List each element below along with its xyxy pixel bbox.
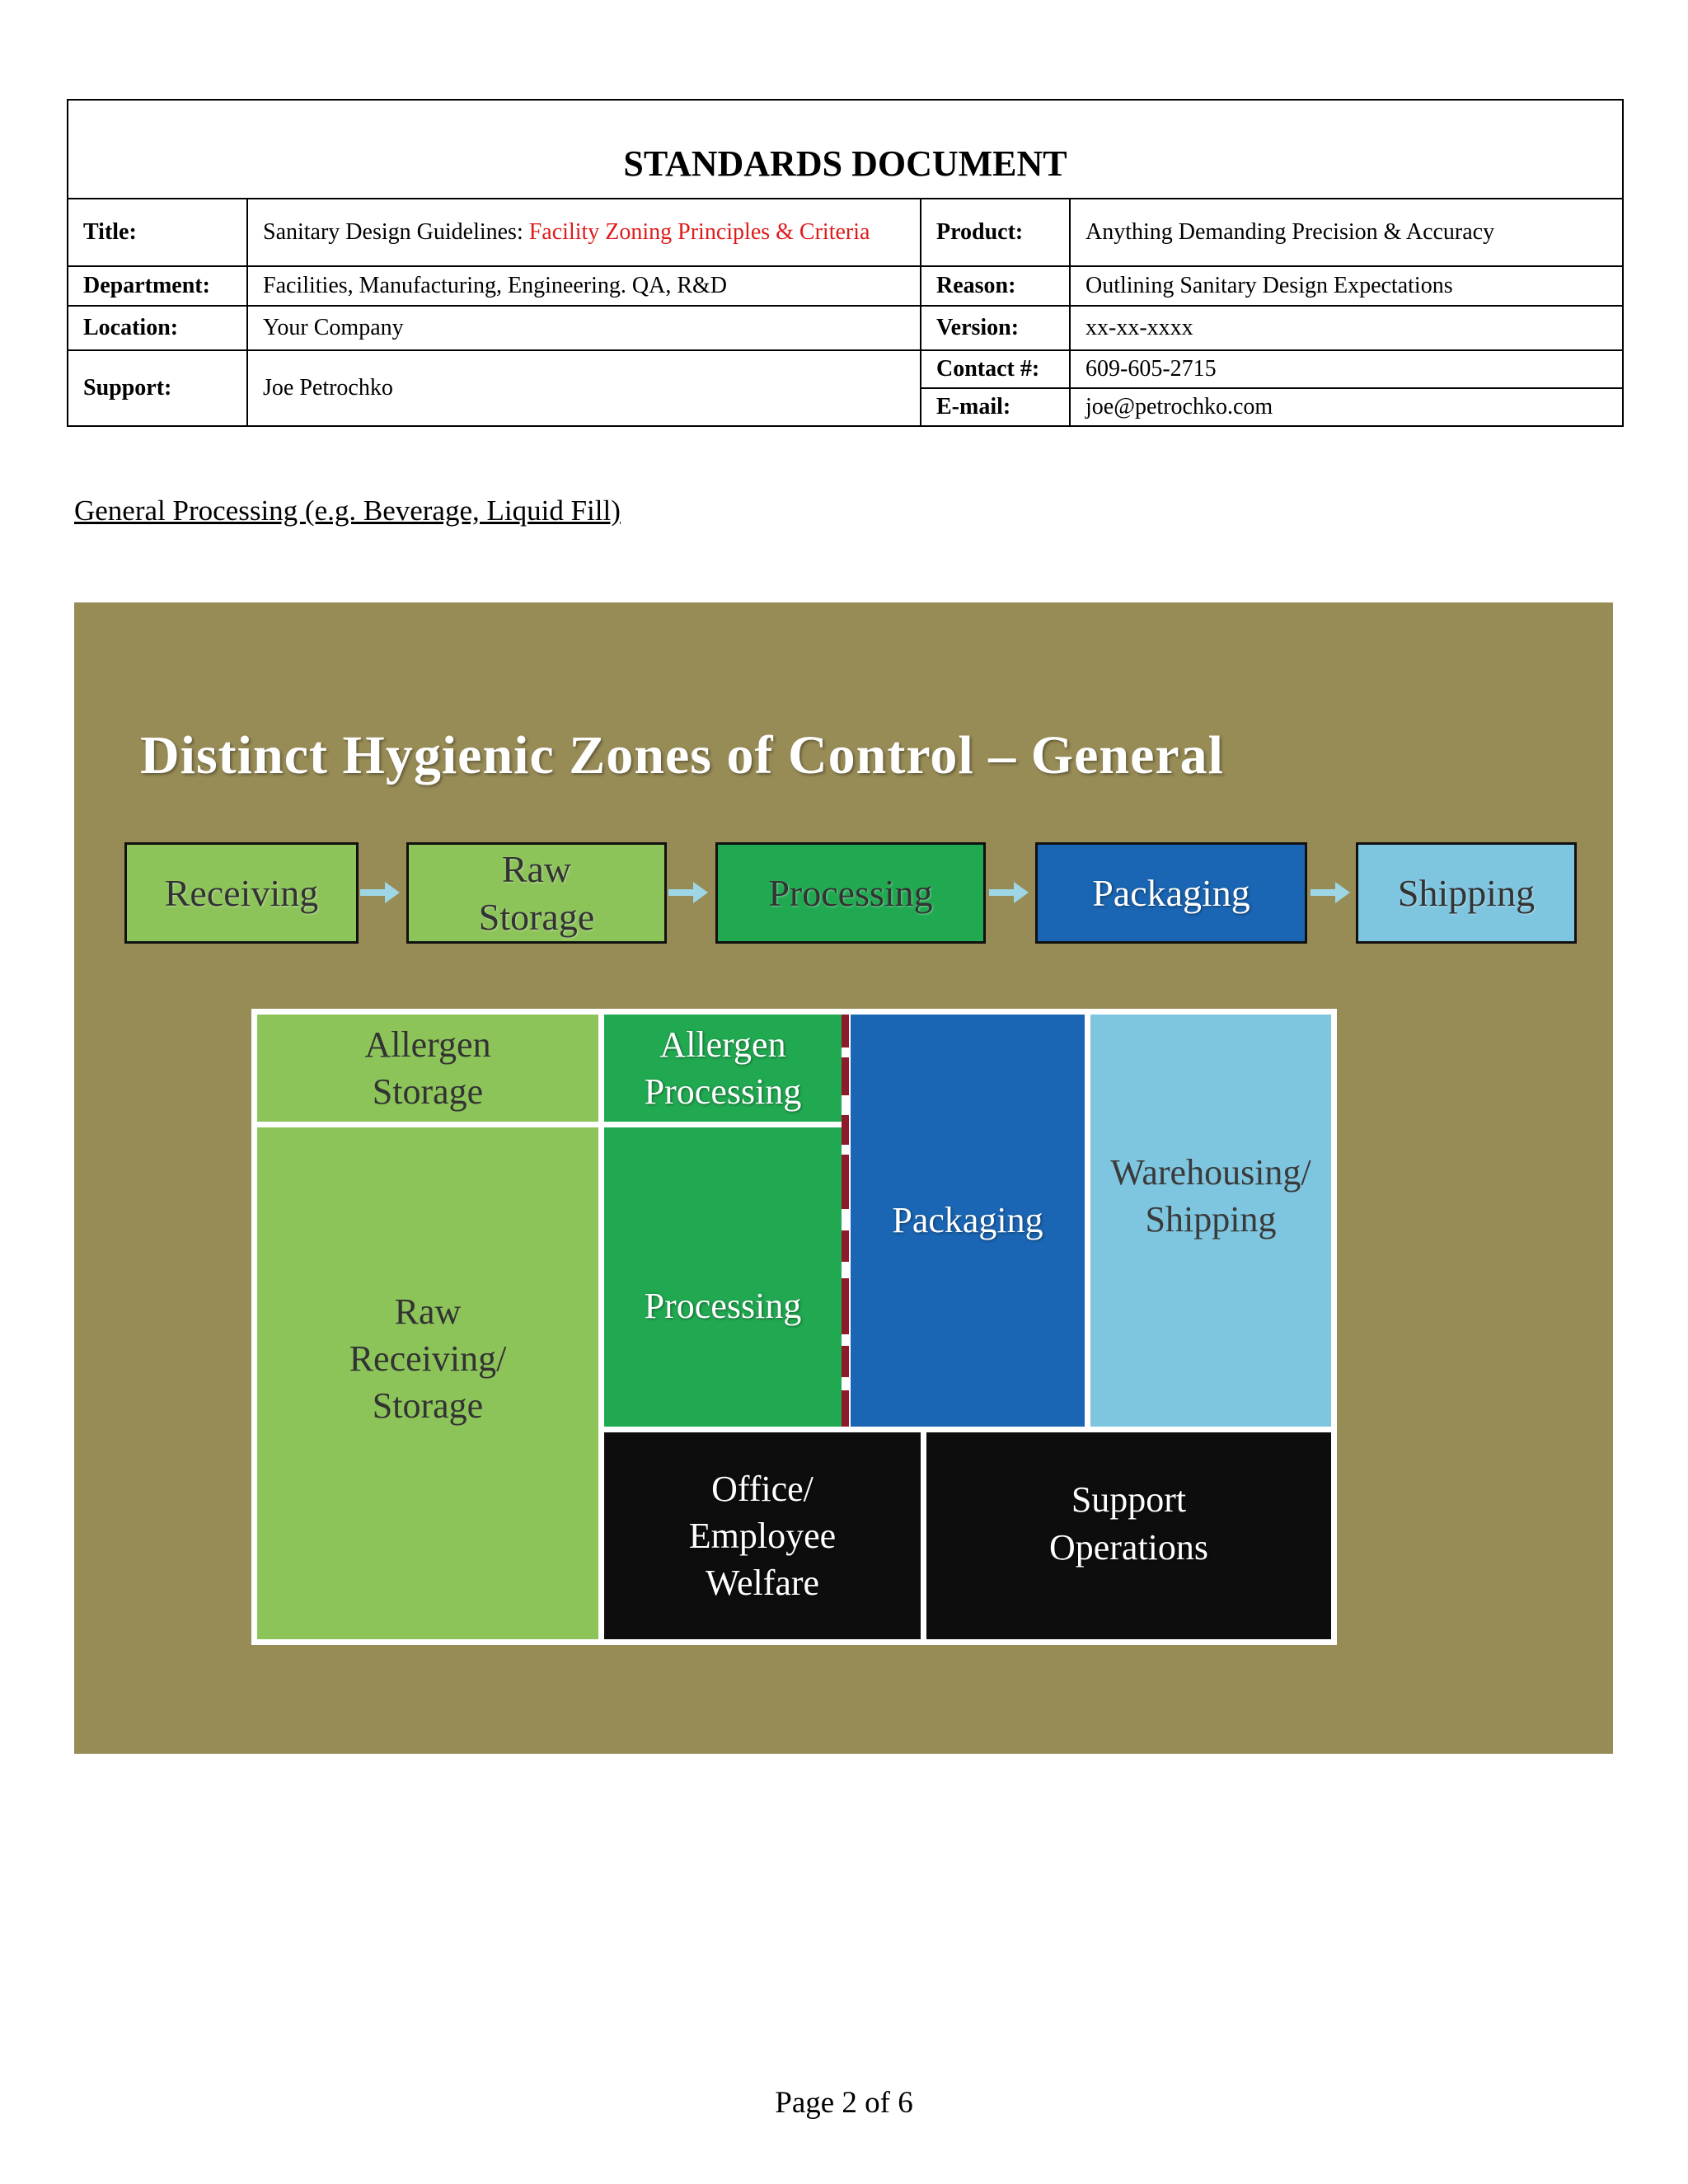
- zone-support-operations: Support Operations: [926, 1432, 1331, 1639]
- arrow-right-icon: [989, 882, 1029, 903]
- version-label: Version:: [921, 306, 1070, 350]
- location-label: Location:: [68, 306, 247, 350]
- standards-header-table: [67, 99, 1624, 427]
- page-number: Page 2 of 6: [775, 2086, 913, 2120]
- section-heading: General Processing (e.g. Beverage, Liquid Fill): [74, 494, 621, 527]
- flow-step-receiving: Receiving: [124, 842, 359, 944]
- zone-raw-receiving-storage: Raw Receiving/ Storage: [257, 1127, 598, 1639]
- product-label: Product:: [921, 199, 1070, 266]
- zone-warehousing-shipping: Warehousing/ Shipping: [1090, 1015, 1331, 1427]
- arrow-right-icon: [360, 882, 400, 903]
- arrow-right-icon: [668, 882, 708, 903]
- title-value: [247, 199, 921, 266]
- zone-processing: Processing: [604, 1127, 842, 1427]
- contact-value: 609-605-2715: [1070, 350, 1623, 388]
- zone-office-employee-welfare: Office/ Employee Welfare: [604, 1432, 921, 1639]
- location-value: Your Company: [247, 306, 921, 350]
- reason-label: Reason:: [921, 266, 1070, 306]
- slide-title: Distinct Hygienic Zones of Control – General: [140, 725, 1225, 785]
- title-label: Title:: [68, 199, 247, 266]
- hygienic-zones-slide: [74, 602, 1613, 1754]
- email-label: E-mail:: [921, 388, 1070, 426]
- contact-label: Contact #:: [921, 350, 1070, 388]
- zone-map: [251, 1009, 1337, 1645]
- flow-step-processing: Processing: [715, 842, 986, 944]
- department-label: Department:: [68, 266, 247, 306]
- flow-step-raw-storage: Raw Storage: [406, 842, 667, 944]
- title-value-highlight: Facility Zoning Principles & Criteria: [528, 218, 870, 245]
- support-label: Support:: [68, 350, 247, 426]
- barrier-wall: [842, 1015, 849, 1427]
- reason-value: Outlining Sanitary Design Expectations: [1070, 266, 1623, 306]
- department-value: Facilities, Manufacturing, Engineering. QA, R&D: [247, 266, 921, 306]
- flow-step-packaging: Packaging: [1035, 842, 1307, 944]
- version-value: xx-xx-xxxx: [1070, 306, 1623, 350]
- document-title: STANDARDS DOCUMENT: [68, 100, 1623, 199]
- support-value: Joe Petrochko: [247, 350, 921, 426]
- title-value-plain: Sanitary Design Guidelines:: [263, 218, 529, 245]
- zone-allergen-storage: Allergen Storage: [257, 1015, 598, 1122]
- zone-packaging: Packaging: [851, 1015, 1085, 1427]
- arrow-right-icon: [1311, 882, 1350, 903]
- zone-allergen-processing: Allergen Processing: [604, 1015, 842, 1122]
- product-value: Anything Demanding Precision & Accuracy: [1070, 199, 1623, 266]
- flow-step-shipping: Shipping: [1356, 842, 1577, 944]
- email-value: joe@petrochko.com: [1070, 388, 1623, 426]
